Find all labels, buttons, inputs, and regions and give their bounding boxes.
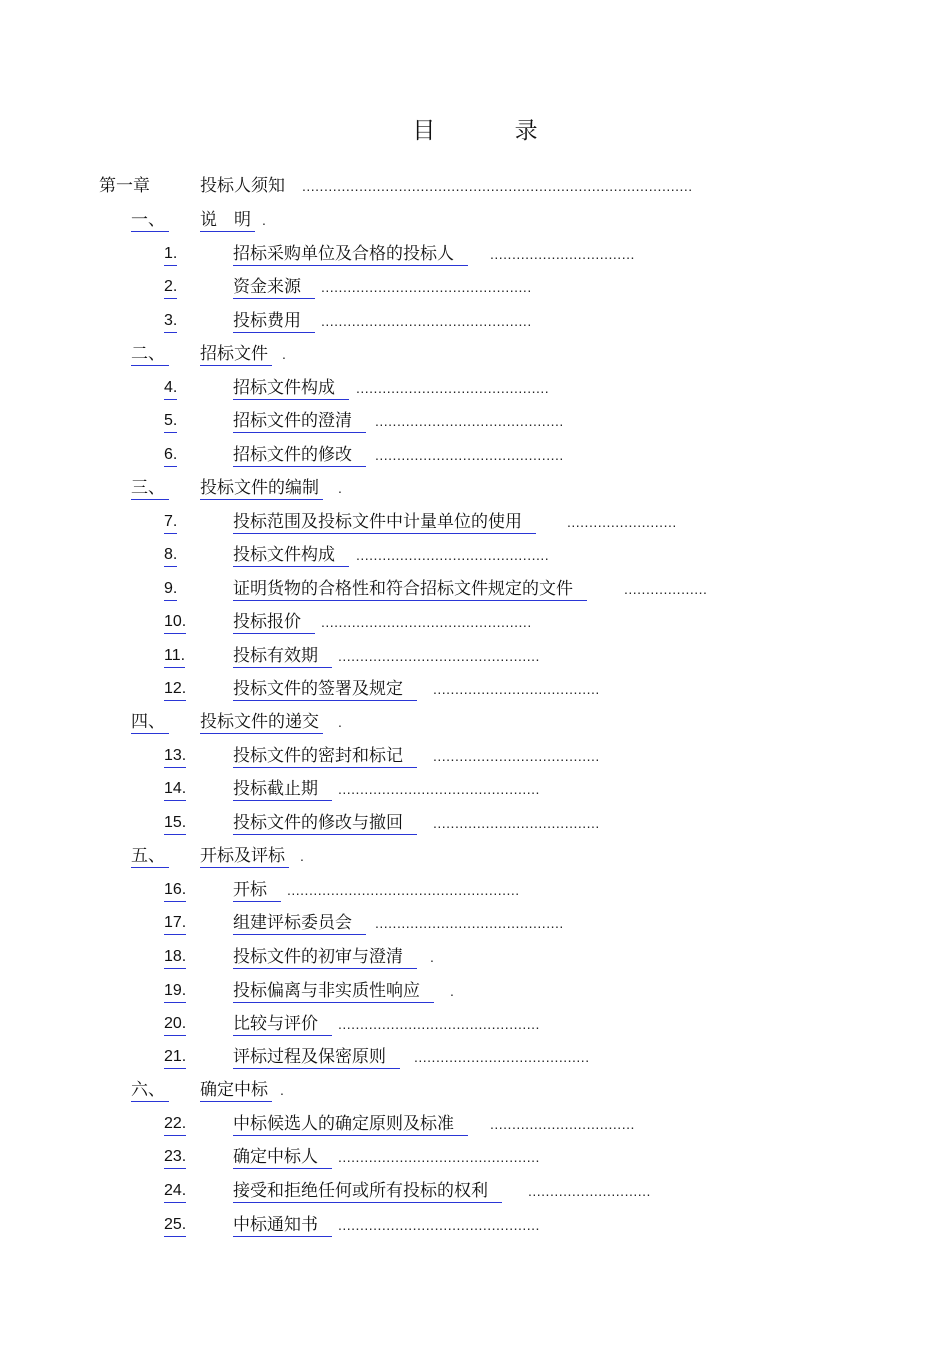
toc-entry-section[interactable] [0, 340, 950, 368]
toc-dot-leader: ......................... [567, 514, 677, 530]
toc-dot-leader: . [280, 1082, 285, 1098]
toc-entry-number[interactable]: 22. [164, 1113, 186, 1136]
toc-entry-title[interactable]: 招标文件的修改 [233, 444, 366, 467]
toc-entry-item[interactable] [0, 575, 950, 603]
toc-dot-leader: . [338, 714, 343, 730]
toc-dot-leader: ................................. [490, 1116, 635, 1132]
toc-dot-leader: ........................................ [414, 1049, 590, 1065]
toc-entry-item[interactable] [0, 307, 950, 335]
toc-entry-title[interactable]: 中标通知书 [233, 1214, 332, 1237]
toc-entry-number[interactable]: 六、 [131, 1079, 169, 1102]
toc-entry-title[interactable]: 投标文件的签署及规定 [233, 678, 417, 701]
toc-entry-section[interactable] [0, 708, 950, 736]
toc-entry-item[interactable] [0, 1010, 950, 1038]
toc-entry-number[interactable]: 19. [164, 980, 186, 1003]
toc-entry-item[interactable] [0, 374, 950, 402]
toc-entry-item[interactable] [0, 1043, 950, 1071]
toc-dot-leader: . [300, 848, 305, 864]
toc-entry-number[interactable]: 8. [164, 544, 177, 567]
toc-dot-leader: ............................................ [356, 380, 550, 396]
toc-dot-leader: . [282, 346, 287, 362]
toc-entry-number[interactable]: 24. [164, 1180, 186, 1203]
toc-entry-item[interactable] [0, 876, 950, 904]
toc-entry-item[interactable] [0, 775, 950, 803]
toc-entry-section[interactable] [0, 206, 950, 234]
toc-dot-leader: ........................................... [375, 413, 564, 429]
toc-entry-title[interactable]: 投标费用 [233, 310, 315, 333]
toc-entry-number[interactable]: 二、 [131, 343, 169, 366]
toc-entry-title[interactable]: 投标文件的递交 [200, 711, 323, 734]
toc-entry-title[interactable]: 投标偏离与非实质性响应 [233, 980, 434, 1003]
toc-entry-section[interactable] [0, 1076, 950, 1104]
toc-dot-leader: . [430, 949, 435, 965]
toc-dot-leader: ...................................... [433, 748, 600, 764]
toc-entry-item[interactable] [0, 508, 950, 536]
toc-entry-number[interactable]: 13. [164, 745, 186, 768]
toc-dot-leader: .............................................. [338, 1016, 540, 1032]
toc-entry-title[interactable]: 投标有效期 [233, 645, 332, 668]
toc-entry-item[interactable] [0, 642, 950, 670]
toc-entry-title[interactable]: 招标文件 [200, 343, 272, 366]
toc-entry-number[interactable]: 17. [164, 912, 186, 935]
toc-dot-leader: . [262, 212, 267, 228]
toc-entry-number[interactable]: 16. [164, 879, 186, 902]
toc-dot-leader: ........................................... [375, 447, 564, 463]
toc-entry-title[interactable]: 投标文件的初审与澄清 [233, 946, 417, 969]
toc-entry-number[interactable]: 6. [164, 444, 177, 467]
toc-dot-leader: . [450, 983, 455, 999]
toc-entry-number[interactable]: 4. [164, 377, 177, 400]
toc-entry-title[interactable]: 投标文件的编制 [200, 477, 323, 500]
toc-entry-number[interactable]: 10. [164, 611, 186, 634]
toc-entry-item[interactable] [0, 273, 950, 301]
toc-entry-title[interactable]: 接受和拒绝任何或所有投标的权利 [233, 1180, 502, 1203]
toc-entry-title[interactable]: 投标文件的密封和标记 [233, 745, 417, 768]
toc-entry-item[interactable] [0, 541, 950, 569]
toc-entry-number[interactable]: 11. [164, 645, 185, 668]
toc-entry-title[interactable]: 确定中标 [200, 1079, 272, 1102]
toc-dot-leader: ...................................... [433, 681, 600, 697]
toc-entry-title[interactable]: 开标及评标 [200, 845, 289, 868]
toc-entry-number[interactable]: 21. [164, 1046, 186, 1069]
toc-dot-leader: ........................................... [375, 915, 564, 931]
toc-entry-number[interactable]: 四、 [131, 711, 169, 734]
toc-entry-title[interactable]: 评标过程及保密原则 [233, 1046, 400, 1069]
toc-entry-item[interactable] [0, 909, 950, 937]
toc-entry-item[interactable] [0, 1110, 950, 1138]
toc-dot-leader: ..................................................... [287, 882, 520, 898]
toc-dot-leader: ......................................................................................... [302, 178, 693, 194]
toc-entry-title[interactable]: 招标文件的澄清 [233, 410, 366, 433]
toc-dot-leader: .............................................. [338, 781, 540, 797]
toc-dot-leader: . [338, 480, 343, 496]
toc-entry-item[interactable] [0, 809, 950, 837]
toc-entry-section[interactable] [0, 474, 950, 502]
toc-entry-title[interactable]: 资金来源 [233, 276, 315, 299]
toc-entry-chapter[interactable] [0, 172, 950, 200]
toc-entry-number[interactable]: 2. [164, 276, 177, 299]
toc-entry-number[interactable]: 12. [164, 678, 186, 701]
toc-entry-number[interactable]: 23. [164, 1146, 186, 1169]
toc-entry-title[interactable]: 中标候选人的确定原则及标准 [233, 1113, 468, 1136]
toc-entry-item[interactable] [0, 1143, 950, 1171]
toc-entry-title[interactable]: 招标文件构成 [233, 377, 349, 400]
toc-entry-title[interactable]: 招标采购单位及合格的投标人 [233, 243, 468, 266]
toc-entry-number[interactable]: 20. [164, 1013, 186, 1036]
toc-entry-number[interactable]: 3. [164, 310, 177, 333]
toc-entry-title[interactable]: 投标范围及投标文件中计量单位的使用 [233, 511, 536, 534]
toc-entry-item[interactable] [0, 943, 950, 971]
toc-entry-title[interactable]: 确定中标人 [233, 1146, 332, 1169]
toc-entry-title[interactable]: 投标人须知 [200, 176, 285, 196]
toc-dot-leader: .............................................. [338, 648, 540, 664]
toc-entry-number[interactable]: 1. [164, 243, 177, 266]
toc-entry-number[interactable]: 一、 [131, 209, 169, 232]
toc-entry-title[interactable]: 投标文件构成 [233, 544, 349, 567]
toc-dot-leader: ................................. [490, 246, 635, 262]
toc-entry-item[interactable] [0, 742, 950, 770]
toc-dot-leader: ................................................ [321, 614, 532, 630]
toc-dot-leader: ...................................... [433, 815, 600, 831]
toc-entry-title[interactable]: 投标文件的修改与撤回 [233, 812, 417, 835]
toc-entry-number[interactable]: 14. [164, 778, 186, 801]
toc-entry-item[interactable] [0, 441, 950, 469]
toc-entry-number[interactable]: 25. [164, 1214, 186, 1237]
toc-entry-title[interactable]: 比较与评价 [233, 1013, 332, 1036]
toc-entry-title[interactable]: 投标截止期 [233, 778, 332, 801]
toc-entry-number[interactable]: 15. [164, 812, 186, 835]
toc-entry-title[interactable]: 说 明 [200, 209, 255, 232]
toc-entry-number[interactable]: 三、 [131, 477, 169, 500]
toc-dot-leader: ................................................ [321, 313, 532, 329]
toc-entry-item[interactable] [0, 240, 950, 268]
toc-title: 目 录 [412, 118, 574, 144]
toc-entry-item[interactable] [0, 1211, 950, 1239]
toc-entry-item[interactable] [0, 675, 950, 703]
toc-dot-leader: .............................................. [338, 1149, 540, 1165]
toc-entry-title[interactable]: 证明货物的合格性和符合招标文件规定的文件 [233, 578, 587, 601]
toc-dot-leader: .............................................. [338, 1217, 540, 1233]
toc-entry-number[interactable]: 18. [164, 946, 186, 969]
toc-dot-leader: ............................ [528, 1183, 651, 1199]
toc-entry-number[interactable]: 第一章 [99, 176, 150, 196]
toc-dot-leader: ................... [624, 581, 708, 597]
toc-entry-section[interactable] [0, 842, 950, 870]
toc-dot-leader: ............................................ [356, 547, 550, 563]
toc-entry-item[interactable] [0, 608, 950, 636]
toc-entry-item[interactable] [0, 1177, 950, 1205]
toc-entry-title[interactable]: 组建评标委员会 [233, 912, 366, 935]
toc-entry-number[interactable]: 5. [164, 410, 177, 433]
toc-entry-number[interactable]: 五、 [131, 845, 169, 868]
toc-dot-leader: ................................................ [321, 279, 532, 295]
toc-entry-number[interactable]: 9. [164, 578, 177, 601]
toc-entry-item[interactable] [0, 977, 950, 1005]
toc-entry-number[interactable]: 7. [164, 511, 177, 534]
toc-entry-title[interactable]: 开标 [233, 879, 281, 902]
toc-entry-item[interactable] [0, 407, 950, 435]
toc-entry-title[interactable]: 投标报价 [233, 611, 315, 634]
